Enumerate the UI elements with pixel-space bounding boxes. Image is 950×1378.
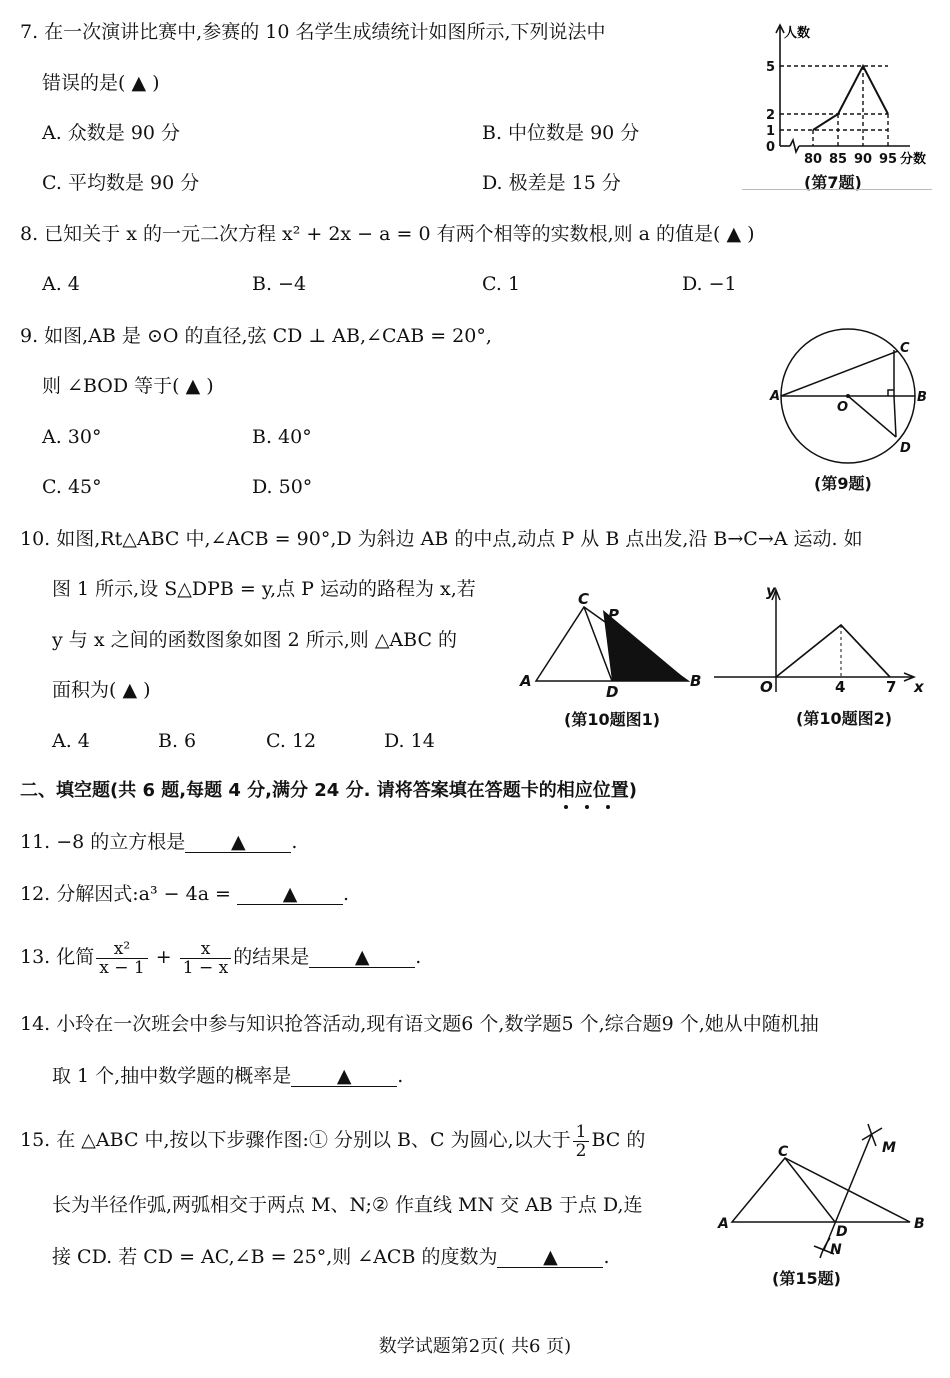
- q15-frac-numerator: 1: [573, 1123, 590, 1142]
- q15-construction-diagram: [692, 1118, 932, 1290]
- q10-stem-line3: y 与 x 之间的函数图象如图 2 所示,则 △ABC 的: [52, 629, 458, 651]
- q10-fig1-label-d: D: [606, 683, 619, 701]
- q13-frac2-numerator: x: [180, 940, 231, 959]
- q10-fig2-graph-line: [776, 625, 890, 677]
- q7-y-tick-label: 5: [766, 60, 776, 75]
- q9-label-d: D: [900, 441, 911, 456]
- q10-fig2-label-x: x: [914, 678, 924, 696]
- q8-option-a: A. 4: [42, 273, 80, 295]
- q7-figure-divider: [742, 189, 932, 190]
- q13-frac2-denominator: 1 − x: [182, 957, 229, 978]
- q15-label-c: C: [778, 1144, 789, 1160]
- page-footer: 数学试题第2页( 共6 页): [378, 1336, 572, 1357]
- q14-stem-line2: 取 1 个,抽中数学题的概率是: [52, 1065, 292, 1087]
- q13-line: [20, 932, 421, 982]
- q7-line-chart: [742, 15, 932, 193]
- q8-option-c: C. 1: [482, 273, 521, 295]
- q12-answer-blank[interactable]: ▲: [237, 884, 343, 905]
- emphasis-dots: [560, 803, 620, 813]
- q13-answer-blank[interactable]: ▲: [309, 947, 415, 968]
- q13-frac1-denominator: x − 1: [99, 957, 145, 978]
- q15-line-mn: [824, 1133, 872, 1250]
- q10-option-c: C. 12: [266, 730, 317, 752]
- q15-stem-line1-end: BC 的: [591, 1129, 646, 1151]
- q8-option-b: B. −4: [252, 273, 307, 295]
- q7-option-b: B. 中位数是 90 分: [482, 122, 640, 144]
- q12-end: .: [343, 883, 350, 905]
- q15-answer-blank[interactable]: ▲: [497, 1247, 603, 1268]
- q14-stem-line1: 14. 小玲在一次班会中参与知识抢答活动,现有语文题6 个,数学题5 个,综合题9 个,她从中随机抽: [20, 1013, 819, 1035]
- q15-segment-cd: [785, 1158, 835, 1222]
- q15-label-b: B: [914, 1216, 925, 1232]
- q9-label-c: C: [900, 341, 910, 356]
- q13-fraction-1: [96, 940, 147, 977]
- q9-stem-line2: 则 ∠BOD 等于( ▲ ): [42, 375, 214, 397]
- q15-end: .: [603, 1246, 610, 1268]
- q10-fig2-label-y: y: [766, 582, 776, 600]
- q10-fig2-label-o: O: [760, 678, 773, 696]
- q9-label-a: A: [770, 389, 781, 404]
- q8-stem: 8. 已知关于 x 的一元二次方程 x² + 2x − a = 0 有两个相等的实数根,则 a 的值是( ▲ ): [20, 223, 755, 245]
- q14-line2: [52, 1064, 403, 1088]
- q9-circle-diagram: [748, 322, 930, 494]
- q15-label-n: N: [830, 1242, 842, 1258]
- q7-x-tick-label: 90: [854, 152, 873, 167]
- q12-line: [20, 882, 349, 906]
- q10-fig1-label-p: P: [608, 606, 619, 624]
- q10-option-b: B. 6: [158, 730, 197, 752]
- q9-label-o: O: [837, 400, 849, 415]
- q7-option-a: A. 众数是 90 分: [42, 122, 181, 144]
- q10-figure1-caption: (第10题图1): [564, 710, 661, 729]
- q7-y-tick-label: 1: [766, 124, 776, 139]
- q7-y-tick-label: 2: [766, 108, 776, 123]
- q13-suffix: 的结果是: [233, 946, 310, 968]
- q7-option-c: C. 平均数是 90 分: [42, 172, 200, 194]
- q15-caption: (第15题): [772, 1269, 841, 1288]
- q13-prefix: 13. 化简: [20, 946, 95, 968]
- q15-figure: [692, 1118, 932, 1290]
- q14-answer-blank[interactable]: ▲: [291, 1066, 397, 1087]
- q7-x-tick-label: 95: [879, 152, 898, 167]
- q7-x-tick-label: 80: [804, 152, 823, 167]
- q11-line: [20, 830, 297, 854]
- q15-fraction: [573, 1123, 590, 1160]
- q7-axis-break: [790, 140, 799, 152]
- q10-figure1: [492, 582, 710, 734]
- q7-x-tick-label: 85: [829, 152, 848, 167]
- q15-stem-line3: 接 CD. 若 CD = AC,∠B = 25°,则 ∠ACB 的度数为: [52, 1246, 498, 1268]
- q15-frac-denominator: 2: [575, 1140, 587, 1161]
- q7-stem-line1: 7. 在一次演讲比赛中,参赛的 10 名学生成绩统计如图所示,下列说法中: [20, 21, 606, 43]
- q11-stem: 11. −8 的立方根是: [20, 831, 186, 853]
- q7-option-d: D. 极差是 15 分: [482, 172, 621, 194]
- q10-fig1-label-a: A: [520, 672, 532, 690]
- q7-figure: [742, 15, 932, 193]
- q15-triangle-abc: [732, 1158, 910, 1222]
- q10-stem-line1: 10. 如图,Rt△ABC 中,∠ACB = 90°,D 为斜边 AB 的中点,动点 P 从 B 点出发,沿 B→C→A 运动. 如: [20, 528, 863, 550]
- q11-end: .: [291, 831, 298, 853]
- q10-fig1-label-c: C: [578, 590, 590, 608]
- q15-label-a: A: [718, 1216, 729, 1232]
- q15-stem-line2: 长为半径作弧,两弧相交于两点 M、N;② 作直线 MN 交 AB 于点 D,连: [52, 1194, 643, 1216]
- q10-fig2-tick-7: 7: [886, 678, 897, 696]
- q10-figure2: [714, 580, 932, 734]
- q10-option-a: A. 4: [52, 730, 90, 752]
- q15-stem-line1: 15. 在 △ABC 中,按以下步骤作图:① 分别以 B、C 为圆心,以大于: [20, 1129, 571, 1151]
- q9-right-angle-mark: [888, 390, 894, 396]
- q9-chord-cd-lower: [894, 396, 896, 437]
- q15-label-d: D: [836, 1224, 848, 1240]
- q9-option-a: A. 30°: [42, 426, 102, 448]
- q9-caption: (第9题): [814, 474, 872, 493]
- q10-fig1-label-b: B: [690, 672, 702, 690]
- q9-option-b: B. 40°: [252, 426, 312, 448]
- q12-stem: 12. 分解因式:a³ − 4a =: [20, 883, 231, 905]
- q15-line1: [20, 1115, 645, 1165]
- q7-xlabel: 分数: [900, 152, 927, 167]
- q15-line3: [52, 1245, 610, 1269]
- q9-option-c: C. 45°: [42, 476, 102, 498]
- q7-data-line: [813, 66, 888, 130]
- q9-segment-od: [848, 396, 896, 437]
- q9-chord-ac: [781, 351, 898, 396]
- q10-figure2-caption: (第10题图2): [796, 709, 893, 728]
- q15-label-m: M: [882, 1140, 896, 1156]
- q10-stem-line2: 图 1 所示,设 S△DPB = y,点 P 运动的路程为 x,若: [52, 578, 476, 600]
- q13-fraction-2: [180, 940, 231, 977]
- q14-end: .: [397, 1065, 404, 1087]
- q7-y-tick-label: 0: [766, 140, 776, 155]
- q8-option-d: D. −1: [682, 273, 737, 295]
- section-2-title: 二、填空题(共 6 题,每题 4 分,满分 24 分. 请将答案填在答题卡的相应位置): [20, 780, 637, 801]
- q9-label-b: B: [917, 390, 927, 405]
- q13-end: .: [415, 946, 422, 968]
- q9-stem-line1: 9. 如图,AB 是 ⊙O 的直径,弦 CD ⊥ AB,∠CAB = 20°,: [20, 325, 492, 347]
- q9-center-dot: [846, 394, 850, 398]
- q13-plus: +: [155, 946, 172, 968]
- q7-caption: (第7题): [804, 173, 862, 192]
- q10-stem-line4: 面积为( ▲ ): [52, 679, 151, 701]
- q10-option-d: D. 14: [384, 730, 435, 752]
- q7-ylabel: 人数: [784, 26, 811, 41]
- q13-frac1-numerator: x²: [96, 940, 147, 959]
- q10-fig2-tick-4: 4: [835, 678, 846, 696]
- q9-figure: [748, 322, 930, 494]
- q9-option-d: D. 50°: [252, 476, 313, 498]
- q11-answer-blank[interactable]: ▲: [185, 832, 291, 853]
- q7-stem-line2: 错误的是( ▲ ): [42, 72, 160, 94]
